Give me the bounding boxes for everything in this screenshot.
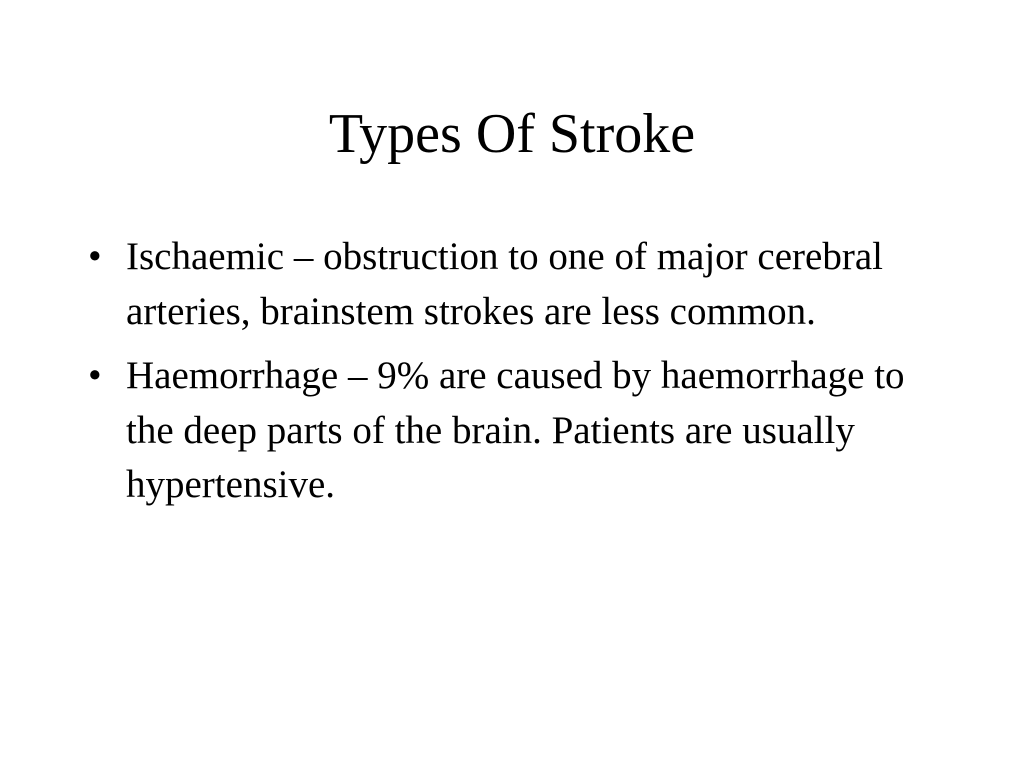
bullet-marker: • bbox=[88, 354, 102, 397]
slide-title: Types Of Stroke bbox=[328, 103, 696, 165]
bullet-marker: • bbox=[88, 235, 102, 278]
bullet-list bbox=[84, 230, 944, 523]
bullet-text: Haemorrhage – 9% are caused by haemorrhage to the deep parts of the brain. Patients are usually hypertensive. bbox=[126, 354, 905, 506]
bullet-item-haemorrhage bbox=[84, 349, 944, 513]
bullet-text: Ischaemic – obstruction to one of major cerebral arteries, brainstem strokes are less common. bbox=[126, 235, 883, 333]
bullet-item-ischaemic bbox=[84, 230, 944, 339]
